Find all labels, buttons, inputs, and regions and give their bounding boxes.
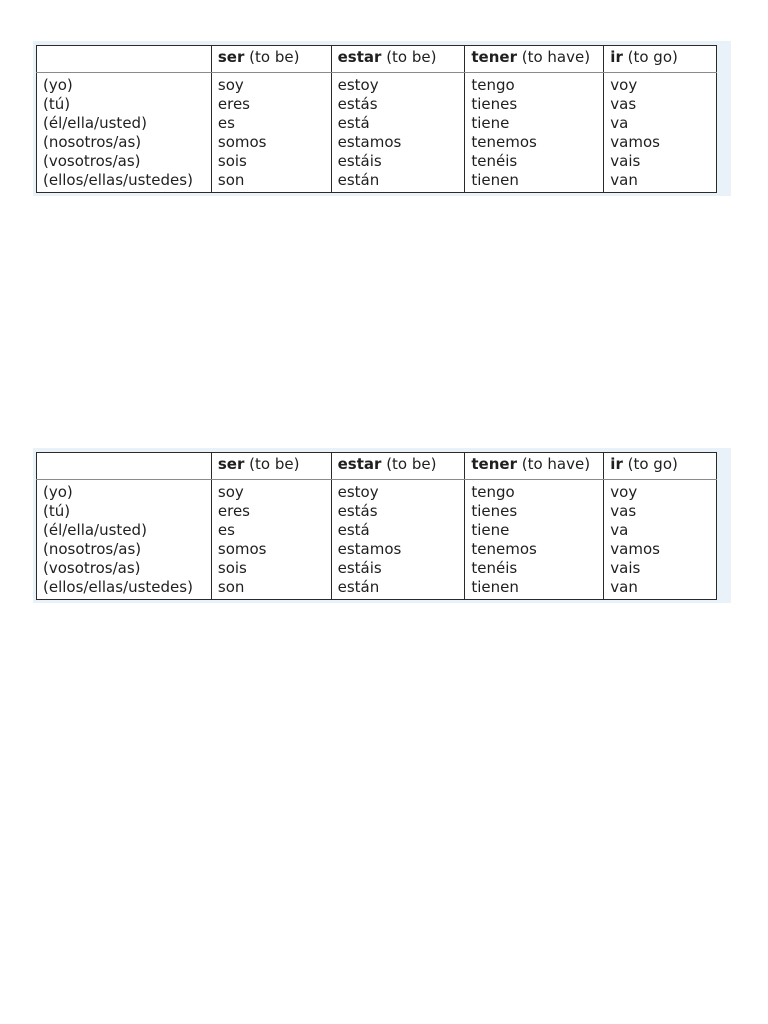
verb-label: tener: [471, 48, 517, 66]
verb-gloss: (to be): [249, 455, 300, 473]
pronoun-cell: (yo): [37, 480, 212, 503]
table-row: [37, 559, 717, 578]
table-row: [37, 521, 717, 540]
estar-cell: están: [331, 578, 465, 600]
tener-cell: tienes: [465, 502, 604, 521]
table-row: [37, 540, 717, 559]
verb-gloss: (to go): [627, 48, 678, 66]
pronoun-cell: (tú): [37, 502, 212, 521]
ser-cell: es: [211, 114, 331, 133]
ir-cell: vais: [604, 152, 717, 171]
estar-cell: está: [331, 521, 465, 540]
conjugation-table-frame-2: [33, 448, 731, 603]
table-row: [37, 502, 717, 521]
pronoun-cell: (nosotros/as): [37, 540, 212, 559]
pronoun-cell: (nosotros/as): [37, 133, 212, 152]
verb-gloss: (to be): [386, 455, 437, 473]
ser-cell: soy: [211, 73, 331, 96]
table-row: [37, 133, 717, 152]
table-row: [37, 114, 717, 133]
estar-cell: están: [331, 171, 465, 193]
ir-cell: va: [604, 114, 717, 133]
tener-cell: tiene: [465, 521, 604, 540]
estar-cell: estáis: [331, 559, 465, 578]
ser-cell: eres: [211, 95, 331, 114]
ir-cell: van: [604, 578, 717, 600]
verb-label: tener: [471, 455, 517, 473]
pronoun-cell: (él/ella/usted): [37, 114, 212, 133]
header-cell-estar: [331, 46, 465, 73]
table-row: [37, 578, 717, 600]
header-cell-tener: [465, 453, 604, 480]
pronoun-cell: (tú): [37, 95, 212, 114]
ir-cell: voy: [604, 73, 717, 96]
pronoun-cell: (vosotros/as): [37, 152, 212, 171]
tener-cell: tienen: [465, 578, 604, 600]
verb-gloss: (to go): [627, 455, 678, 473]
ir-cell: vamos: [604, 133, 717, 152]
table-row: [37, 171, 717, 193]
header-cell-empty: [37, 46, 212, 73]
verb-label: estar: [337, 455, 382, 473]
header-cell-tener: [465, 46, 604, 73]
tener-cell: tienes: [465, 95, 604, 114]
header-cell-ser: [211, 46, 331, 73]
verb-label: estar: [337, 48, 382, 66]
estar-cell: estamos: [331, 133, 465, 152]
estar-cell: está: [331, 114, 465, 133]
pronoun-cell: (vosotros/as): [37, 559, 212, 578]
tener-cell: tenemos: [465, 540, 604, 559]
ir-cell: voy: [604, 480, 717, 503]
ir-cell: vas: [604, 95, 717, 114]
tener-cell: tiene: [465, 114, 604, 133]
ir-cell: van: [604, 171, 717, 193]
header-row: [37, 453, 717, 480]
pronoun-cell: (ellos/ellas/ustedes): [37, 578, 212, 600]
pronoun-cell: (él/ella/usted): [37, 521, 212, 540]
ser-cell: somos: [211, 540, 331, 559]
tener-cell: tenemos: [465, 133, 604, 152]
ir-cell: va: [604, 521, 717, 540]
estar-cell: estoy: [331, 73, 465, 96]
ser-cell: somos: [211, 133, 331, 152]
pronoun-cell: (ellos/ellas/ustedes): [37, 171, 212, 193]
conjugation-table-2: [36, 452, 717, 600]
ser-cell: son: [211, 578, 331, 600]
ser-cell: soy: [211, 480, 331, 503]
ser-cell: es: [211, 521, 331, 540]
header-cell-ser: [211, 453, 331, 480]
tener-cell: tenéis: [465, 559, 604, 578]
conjugation-table-frame-1: [33, 41, 731, 196]
table-row: [37, 73, 717, 96]
pronoun-cell: (yo): [37, 73, 212, 96]
verb-gloss: (to be): [249, 48, 300, 66]
verb-label: ser: [217, 455, 245, 473]
ser-cell: son: [211, 171, 331, 193]
header-cell-ir: [604, 453, 717, 480]
ser-cell: sois: [211, 152, 331, 171]
verb-label: ir: [610, 455, 623, 473]
tener-cell: tengo: [465, 480, 604, 503]
tener-cell: tienen: [465, 171, 604, 193]
estar-cell: estás: [331, 502, 465, 521]
tener-cell: tenéis: [465, 152, 604, 171]
estar-cell: estoy: [331, 480, 465, 503]
estar-cell: estás: [331, 95, 465, 114]
table-row: [37, 480, 717, 503]
ir-cell: vais: [604, 559, 717, 578]
ir-cell: vamos: [604, 540, 717, 559]
tener-cell: tengo: [465, 73, 604, 96]
verb-gloss: (to be): [386, 48, 437, 66]
verb-label: ir: [610, 48, 623, 66]
header-cell-empty: [37, 453, 212, 480]
estar-cell: estáis: [331, 152, 465, 171]
verb-gloss: (to have): [521, 48, 591, 66]
table-row: [37, 95, 717, 114]
verb-label: ser: [217, 48, 245, 66]
estar-cell: estamos: [331, 540, 465, 559]
table-row: [37, 152, 717, 171]
conjugation-table-1: [36, 45, 717, 193]
ser-cell: eres: [211, 502, 331, 521]
verb-gloss: (to have): [521, 455, 591, 473]
header-cell-estar: [331, 453, 465, 480]
header-cell-ir: [604, 46, 717, 73]
ir-cell: vas: [604, 502, 717, 521]
ser-cell: sois: [211, 559, 331, 578]
header-row: [37, 46, 717, 73]
